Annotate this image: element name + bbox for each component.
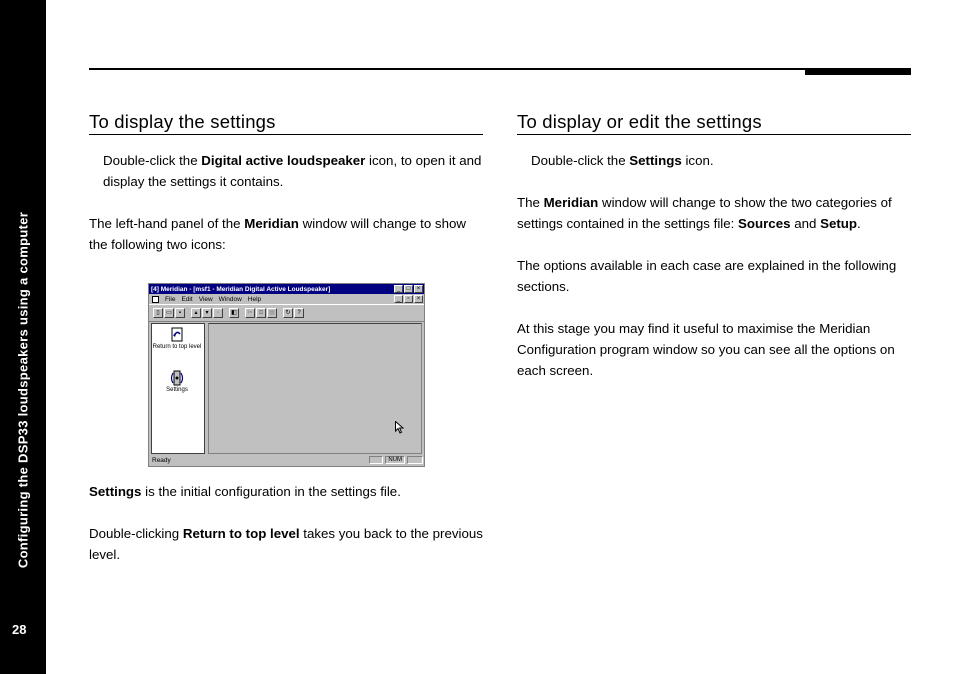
cut-icon: ✂ [245,308,255,318]
text: Double-click the [531,153,630,168]
sidebar-title: Configuring the DSP33 loudspeakers using a computer [15,211,31,569]
window-controls [394,285,423,293]
save-icon: ▪ [175,308,185,318]
top-rule [89,68,805,70]
menu-edit: Edit [181,295,193,303]
status-cell-empty [369,456,383,464]
text: window will change to show the two categories of settings contained in the settings file: [517,195,892,231]
return-to-top-level-item [152,327,202,351]
close-icon: × [414,295,423,303]
page-number: 28 [12,622,27,637]
window-panes [151,323,422,454]
close-icon: × [414,285,423,293]
text: . [857,216,861,231]
left-para-4 [89,523,483,565]
right-para-3: The options available in each case are explained in the following sections. [517,258,897,294]
settings-item [152,370,202,394]
top-rule-block [805,68,911,75]
text: icon. [681,153,714,168]
left-panel [151,323,205,454]
window-titlebar [149,284,424,294]
text: The left-hand panel of the [89,216,245,231]
text: icon, to open it and display the settings it contains. [103,153,482,189]
paste-icon: ▤ [267,308,277,318]
minimize-icon: _ [394,295,403,303]
return-to-top-level-icon [170,327,184,343]
mouse-pointer-icon [395,421,404,434]
minimize-icon: _ [394,285,403,293]
right-step-1 [517,150,911,171]
left-para-2 [89,213,483,255]
text: The [517,195,544,210]
status-cell-empty [407,456,423,464]
new-icon: ▯ [153,308,163,318]
left-step-1 [89,150,483,192]
right-para-2 [517,192,911,234]
bold-text: Digital active loudspeaker [201,153,366,168]
text: is the initial configuration in the settings file. [141,484,401,499]
status-ready: Ready [152,456,171,464]
bold-text: Sources [738,216,791,231]
transfer-icon: ▫ [213,308,223,318]
left-para-3 [89,481,483,502]
menu-view: View [198,295,213,303]
menu-file: File [165,295,176,303]
menu-window: Window [218,295,242,303]
sidebar [0,0,46,674]
menu-help: Help [247,295,262,303]
text: Double-click the [103,153,202,168]
bold-text: Return to top level [182,526,300,541]
window-menubar [149,294,424,304]
right-column [517,111,911,381]
child-window-controls [394,295,423,303]
left-heading: To display the settings [89,111,483,135]
copy-icon: ⧉ [256,308,266,318]
window-toolbar [149,304,424,322]
bold-text: Setup [820,216,858,231]
meridian-window-screenshot [148,283,425,467]
refresh-icon: ↻ [283,308,293,318]
settings-speaker-icon [170,370,184,386]
window-title: [4] Meridian - [msf1 - Meridian Digital Active Loudspeaker] [151,285,331,293]
bold-text: Settings [629,153,682,168]
text: takes you back to the previous level. [89,526,483,562]
text: Double-clicking [89,526,183,541]
open-icon: ▭ [164,308,174,318]
right-para-4: At this stage you may find it useful to maximise the Meridian Configuration program window so you can see all the options on each screen. [517,321,895,378]
text: and [790,216,821,231]
text: window will change to show the following two icons: [89,216,466,252]
return-to-top-level-label: Return to top level [152,344,202,350]
status-num: NUM [385,456,405,464]
right-panel [208,323,422,454]
maximize-icon: □ [404,285,413,293]
download-icon: ▾ [202,308,212,318]
bold-text: Meridian [244,216,299,231]
help-icon: ? [294,308,304,318]
upload-icon: ▴ [191,308,201,318]
bold-text: Meridian [543,195,599,210]
settings-label: Settings [166,387,188,393]
load-icon: ◧ [229,308,239,318]
restore-icon: ▫ [404,295,413,303]
document-icon [152,296,159,303]
status-bar [150,455,423,465]
right-heading: To display or edit the settings [517,111,911,135]
bold-text: Settings [89,484,142,499]
